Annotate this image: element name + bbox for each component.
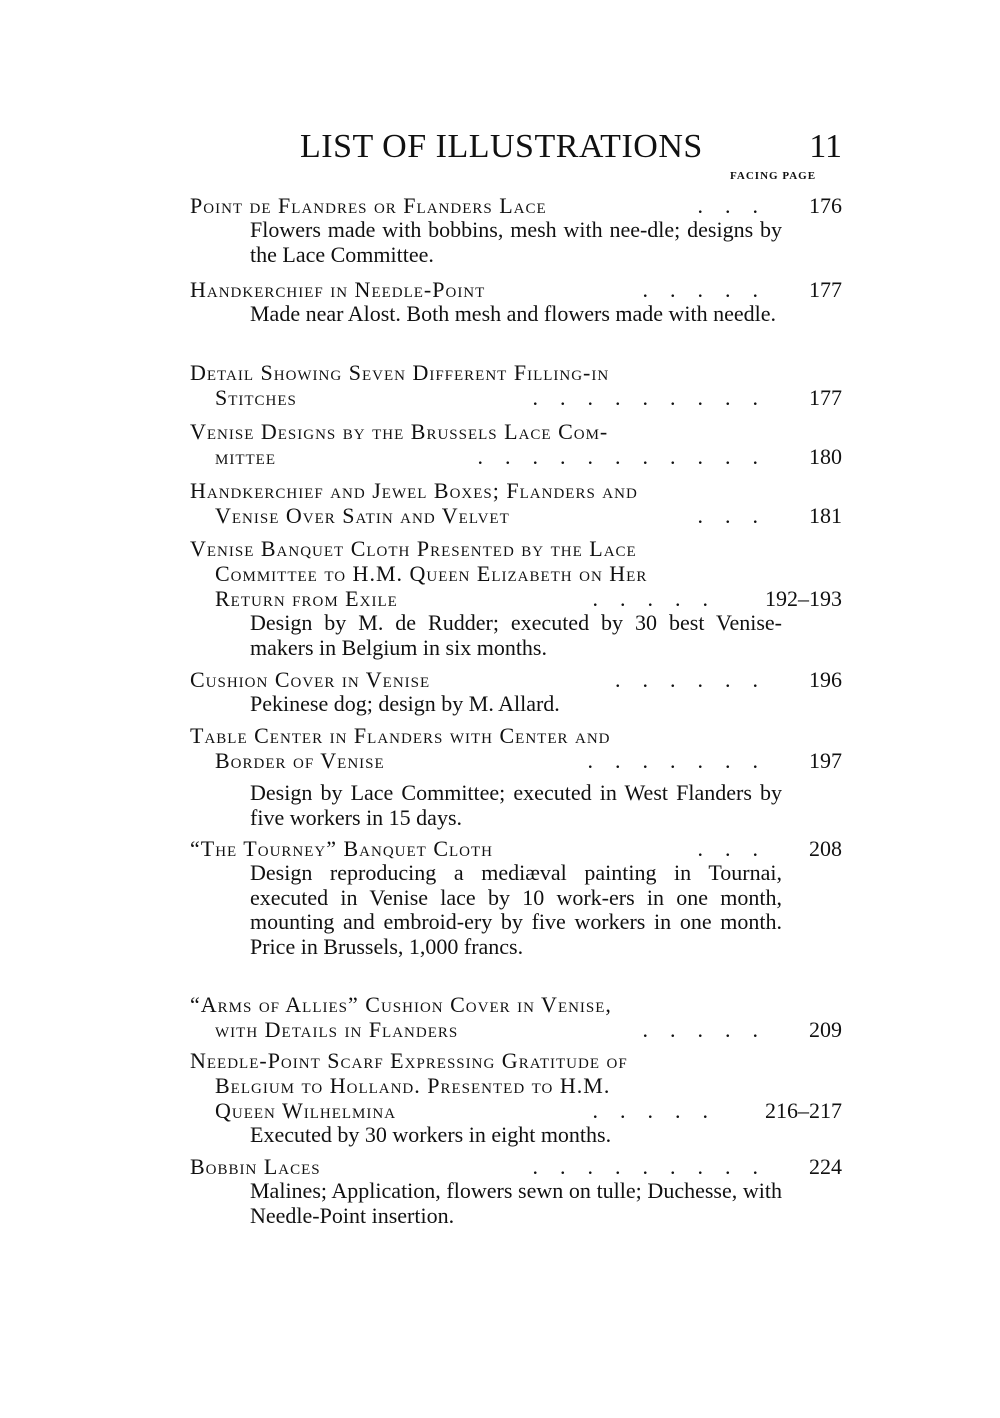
entry-description: Pekinese dog; design by M. Allard.	[250, 691, 560, 716]
entry-description: Executed by 30 workers in eight months.	[250, 1122, 612, 1147]
entry-page: 177	[809, 277, 842, 302]
entry-description: Malines; Application, flowers sewn on tulle; Duchesse, with Needle-Point insertion.	[250, 1178, 782, 1228]
entry-title: Table Center in Flanders with Center and	[190, 723, 611, 748]
entry-title: Venise Banquet Cloth Presented by the Lace	[190, 536, 637, 561]
entry-title: Needle-Point Scarf Expressing Gratitude of	[190, 1048, 628, 1073]
illustration-entry	[190, 836, 842, 959]
illustration-entry	[190, 1048, 842, 1148]
entry-title: Bobbin Laces	[190, 1154, 321, 1179]
entry-title: Cushion Cover in Venise	[190, 667, 431, 692]
entry-page: 208	[809, 836, 842, 861]
entry-description: Design by Lace Committee; executed in West Flanders by five workers in 15 days.	[250, 780, 782, 830]
entry-title-continued: Queen Wilhelmina	[215, 1098, 397, 1123]
leader-dots: .....	[592, 586, 730, 611]
page-title: LIST OF ILLUSTRATIONS	[300, 128, 703, 165]
entry-title: Point de Flandres or Flanders Lace	[190, 193, 547, 218]
entry-title: Handkerchief and Jewel Boxes; Flanders and	[190, 478, 638, 503]
entry-title-continued: Venise Over Satin and Velvet	[215, 503, 510, 528]
entry-description: Design by M. de Rudder; executed by 30 best Venise-makers in Belgium in six months.	[250, 610, 782, 660]
leader-dots: ...	[697, 193, 780, 218]
leader-dots: .....	[642, 1017, 780, 1042]
entry-title-continued: Belgium to Holland. Presented to H.M.	[215, 1073, 611, 1098]
leader-dots: ...........	[477, 444, 780, 469]
entry-description: Flowers made with bobbins, mesh with nee-dle; designs by the Lace Committee.	[250, 217, 782, 267]
entry-title-continued: with Details in Flanders	[215, 1017, 459, 1042]
entry-page: 224	[809, 1154, 842, 1179]
entry-title: Detail Showing Seven Different Filling-in	[190, 360, 610, 385]
leader-dots: .....	[642, 277, 780, 302]
entry-page: 209	[809, 1017, 842, 1042]
entry-title-continued: Committee to H.M. Queen Elizabeth on Her	[215, 561, 648, 586]
entry-page: 177	[809, 385, 842, 410]
entry-page: 197	[809, 748, 842, 773]
entry-page: 192–193	[765, 586, 842, 611]
entry-title-continued: Stitches	[215, 385, 297, 410]
leader-dots: .......	[587, 748, 780, 773]
illustration-entry	[190, 667, 842, 717]
leader-dots: .....	[592, 1098, 730, 1123]
entry-description: Design reproducing a mediæval painting in Tournai, executed in Venise lace by 10 work-ers in one month, mounting and embroid-ery by five workers in one month. Price in Brussels, 1,000 francs.	[250, 860, 782, 959]
entry-page: 216–217	[765, 1098, 842, 1123]
entry-page: 181	[809, 503, 842, 528]
illustration-entry	[190, 478, 842, 528]
page-number: 11	[809, 128, 842, 165]
illustration-entry	[190, 536, 842, 660]
page-header	[190, 128, 842, 168]
leader-dots: .........	[532, 385, 780, 410]
entry-page: 196	[809, 667, 842, 692]
entry-page: 180	[809, 444, 842, 469]
entry-title: Venise Designs by the Brussels Lace Com-	[190, 419, 609, 444]
leader-dots: ...	[697, 836, 780, 861]
entry-title: “The Tourney” Banquet Cloth	[190, 836, 493, 861]
illustration-entry	[190, 277, 842, 327]
leader-dots: ...	[697, 503, 780, 528]
entry-title-continued: Return from Exile	[215, 586, 398, 611]
illustration-entry	[190, 1154, 842, 1228]
facing-page-label: FACING PAGE	[730, 170, 817, 182]
leader-dots: .........	[532, 1154, 780, 1179]
illustration-entry	[190, 360, 842, 410]
entry-title-continued: Border of Venise	[215, 748, 385, 773]
illustration-entry	[190, 193, 842, 267]
entry-page: 176	[809, 193, 842, 218]
entry-title: “Arms of Allies” Cushion Cover in Venise,	[190, 992, 612, 1017]
leader-dots: ......	[615, 667, 780, 692]
illustration-entry	[190, 419, 842, 469]
entry-description: Made near Alost. Both mesh and flowers made with needle.	[250, 301, 777, 326]
illustration-entry	[190, 723, 842, 830]
illustration-entry	[190, 992, 842, 1042]
entry-title-continued: mittee	[215, 444, 276, 469]
entry-title: Handkerchief in Needle-Point	[190, 277, 486, 302]
